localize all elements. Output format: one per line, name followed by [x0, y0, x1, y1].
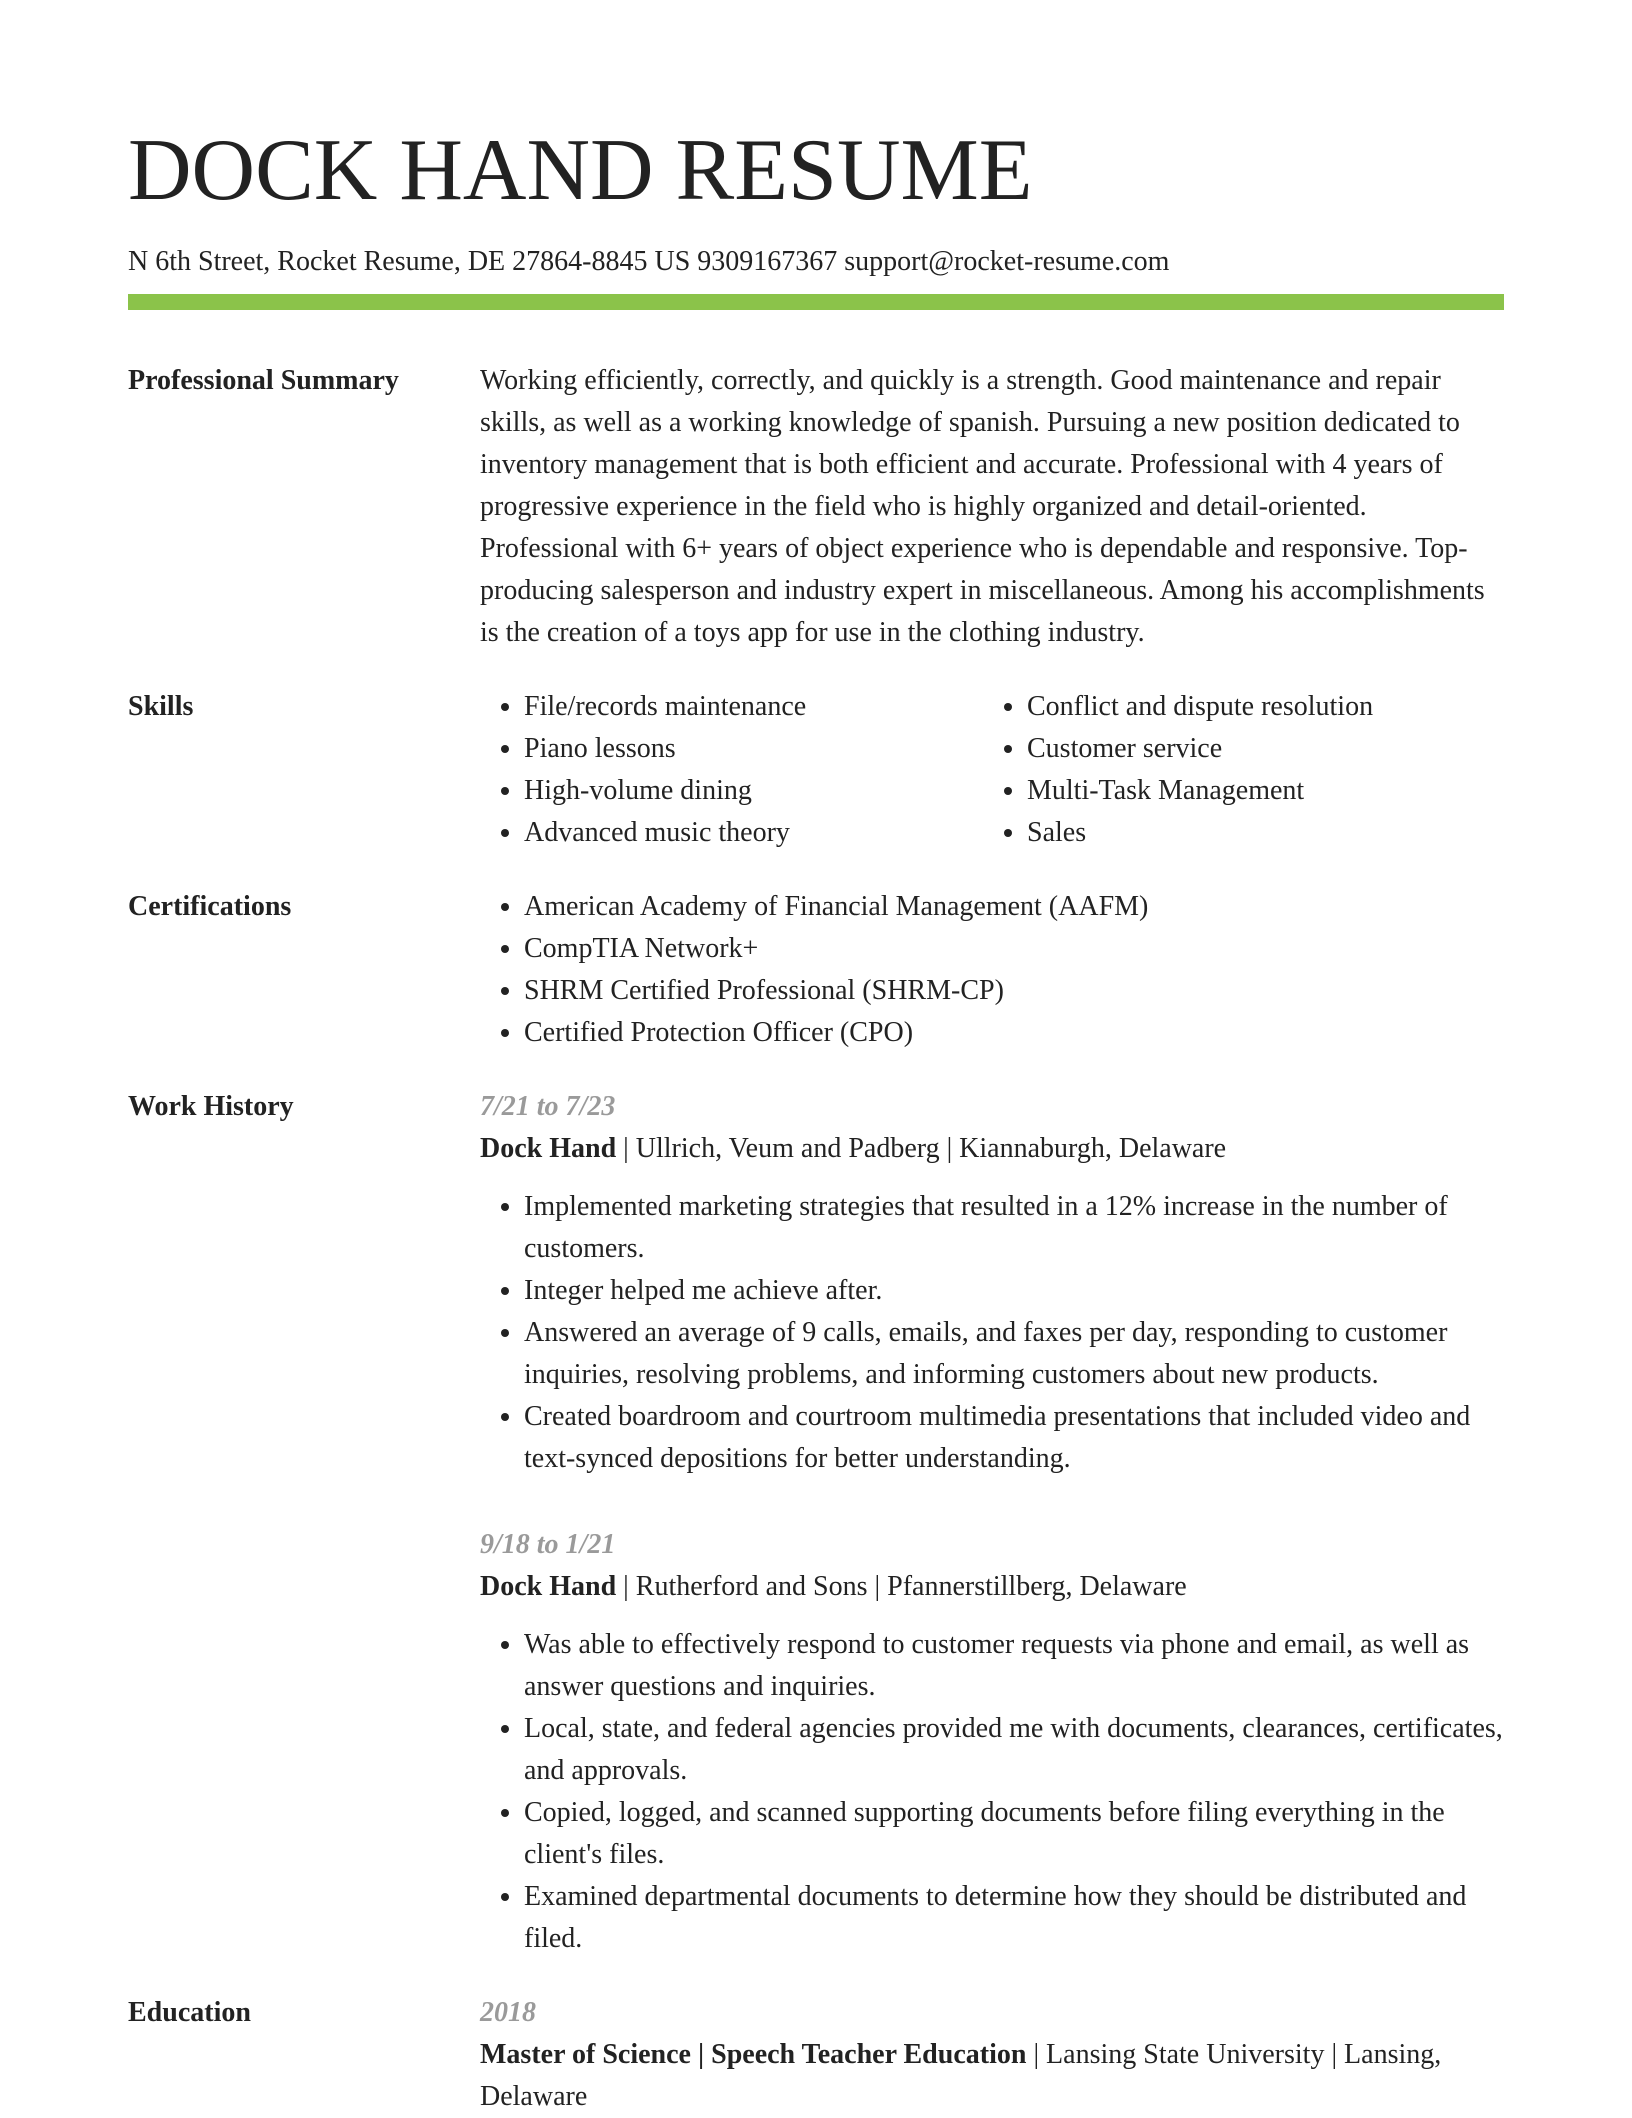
section-label: Skills: [128, 691, 194, 722]
education-year: 2018: [480, 1997, 536, 2028]
skill-item: • High-volume dining: [524, 770, 983, 812]
certification-item: • Certified Protection Officer (CPO): [524, 1012, 1504, 1054]
certifications-body: [480, 886, 1504, 1054]
skill-item: • Conflict and dispute resolution: [1027, 686, 1504, 728]
job-entry: [480, 1524, 1504, 1960]
job-dates: 7/21 to 7/23: [480, 1091, 616, 1122]
skills-section: [128, 686, 1504, 854]
certification-item: • SHRM Certified Professional (SHRM-CP): [524, 970, 1504, 1012]
job-title: Dock Hand: [480, 1133, 617, 1164]
job-bullet: • Answered an average of 9 calls, emails, and faxes per day, responding to customer inquiries, resolving problems, and informing customers about new products.: [524, 1312, 1504, 1396]
job-dates: 9/18 to 1/21: [480, 1529, 616, 1560]
skill-item: • Advanced music theory: [524, 812, 983, 854]
job-bullets: [480, 1624, 1504, 1960]
certification-item: • CompTIA Network+: [524, 928, 1504, 970]
job-bullet: • Implemented marketing strategies that resulted in a 12% increase in the number of customers.: [524, 1186, 1504, 1270]
job-employer: | Rutherford and Sons | Pfannerstillberg, Delaware: [616, 1571, 1187, 1602]
certification-item: • American Academy of Financial Management (AAFM): [524, 886, 1504, 928]
section-label: Work History: [128, 1091, 294, 1122]
skills-list-right: [983, 686, 1504, 854]
job-bullet: • Local, state, and federal agencies provided me with documents, clearances, certificates, and approvals.: [524, 1708, 1504, 1792]
education-section: [128, 1992, 1504, 2118]
summary-section: [128, 360, 1504, 654]
job-bullet: • Examined departmental documents to determine how they should be distributed and filed.: [524, 1876, 1504, 1960]
job-employer: | Ullrich, Veum and Padberg | Kiannaburgh, Delaware: [616, 1133, 1227, 1164]
job-bullet: • Created boardroom and courtroom multimedia presentations that included video and text-synced depositions for better understanding.: [524, 1396, 1504, 1480]
job-bullet: • Integer helped me achieve after.: [524, 1270, 1504, 1312]
resume-page: [128, 0, 1504, 2118]
job-bullets: [480, 1186, 1504, 1480]
certifications-list: [480, 886, 1504, 1054]
section-label: Professional Summary: [128, 365, 399, 396]
education-body: [480, 1992, 1504, 2118]
resume-title: DOCK HAND RESUME: [128, 122, 1033, 219]
skill-item: • Sales: [1027, 812, 1504, 854]
job-heading: [480, 1566, 1504, 1608]
certifications-section: [128, 886, 1504, 1054]
section-label: Education: [128, 1997, 251, 2028]
contact-line: N 6th Street, Rocket Resume, DE 27864-8845 US 9309167367 support@rocket-resume.com: [128, 246, 1170, 277]
skill-item: • Piano lessons: [524, 728, 983, 770]
education-degree: Master of Science | Speech Teacher Education: [480, 2039, 1027, 2070]
skills-list-left: [480, 686, 983, 854]
work-history-section: [128, 1086, 1504, 1960]
work-history-body: [480, 1086, 1504, 1960]
skill-item: • Customer service: [1027, 728, 1504, 770]
job-bullet: • Was able to effectively respond to customer requests via phone and email, as well as answer questions and inquiries.: [524, 1624, 1504, 1708]
header-divider: [128, 294, 1504, 310]
education-school: | Lansing State University | Lansing, Delaware: [480, 2039, 1442, 2112]
skill-item: • File/records maintenance: [524, 686, 983, 728]
job-bullet: • Copied, logged, and scanned supporting documents before filing everything in the client's files.: [524, 1792, 1504, 1876]
skill-item: • Multi-Task Management: [1027, 770, 1504, 812]
skills-grid: [480, 686, 1504, 854]
job-heading: [480, 1128, 1504, 1170]
education-heading: [480, 2034, 1504, 2118]
section-label: Certifications: [128, 891, 292, 922]
summary-text: Working efficiently, correctly, and quickly is a strength. Good maintenance and repair skills, as well as a working knowledge of spanish. Pursuing a new position dedicated to inventory management that is both efficient and accurate. Professional with 4 years of progressive experience in the field who is highly organized and detail-oriented. Professional with 6+ years of object experience who is dependable and responsive. Top-producing salesperson and industry expert in miscellaneous. Among his accomplishments is the creation of a toys app for use in the clothing industry.: [480, 365, 1485, 648]
job-entry: [480, 1086, 1504, 1480]
job-title: Dock Hand: [480, 1571, 617, 1602]
